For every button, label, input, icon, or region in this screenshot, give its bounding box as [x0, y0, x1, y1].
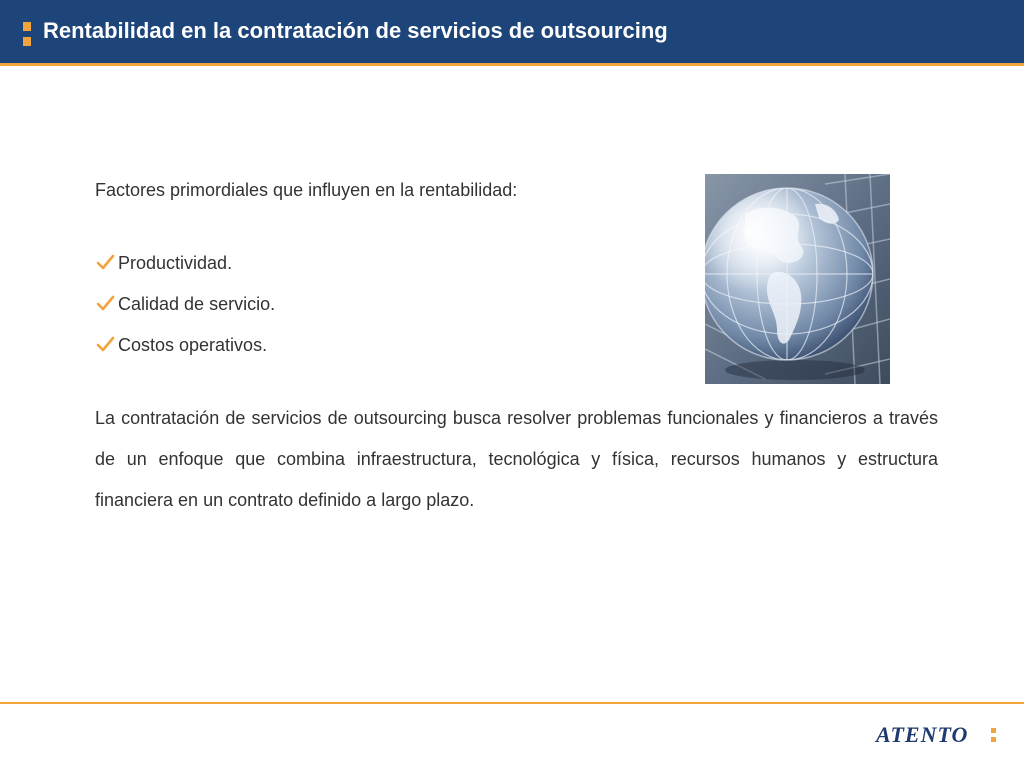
factor-label: Productividad.: [118, 253, 233, 273]
list-item: [95, 325, 275, 366]
intro-text: Factores primordiales que influyen en la rentabilidad:: [95, 180, 518, 200]
glass-globe-icon: [705, 174, 890, 384]
logo-wordmark: ATENTO: [876, 722, 969, 747]
list-item: [95, 243, 275, 284]
checkmark-icon: [95, 293, 115, 313]
checkmark-icon: [95, 334, 115, 354]
factor-label: Calidad de servicio.: [118, 294, 276, 314]
colon-bullet-icon: [23, 22, 31, 46]
header-bar: [0, 0, 1024, 63]
checkmark-icon: [95, 252, 115, 272]
page-title: Rentabilidad en la contratación de servicios de outsourcing: [43, 18, 668, 43]
globe-image: [705, 174, 890, 384]
atento-logo: [874, 720, 1002, 748]
footer-accent-line: [0, 702, 1024, 704]
factor-label: Costos operativos.: [118, 335, 268, 355]
factors-list: [95, 243, 275, 366]
header-accent-line: [0, 63, 1024, 66]
body-paragraph: La contratación de servicios de outsourcing busca resolver problemas funcionales y financieros a través de un enfoque que combina infraestructura, tecnológica y física, recursos humanos y estructura financiera en un contrato definido a largo plazo.: [95, 408, 938, 510]
list-item: [95, 284, 275, 325]
